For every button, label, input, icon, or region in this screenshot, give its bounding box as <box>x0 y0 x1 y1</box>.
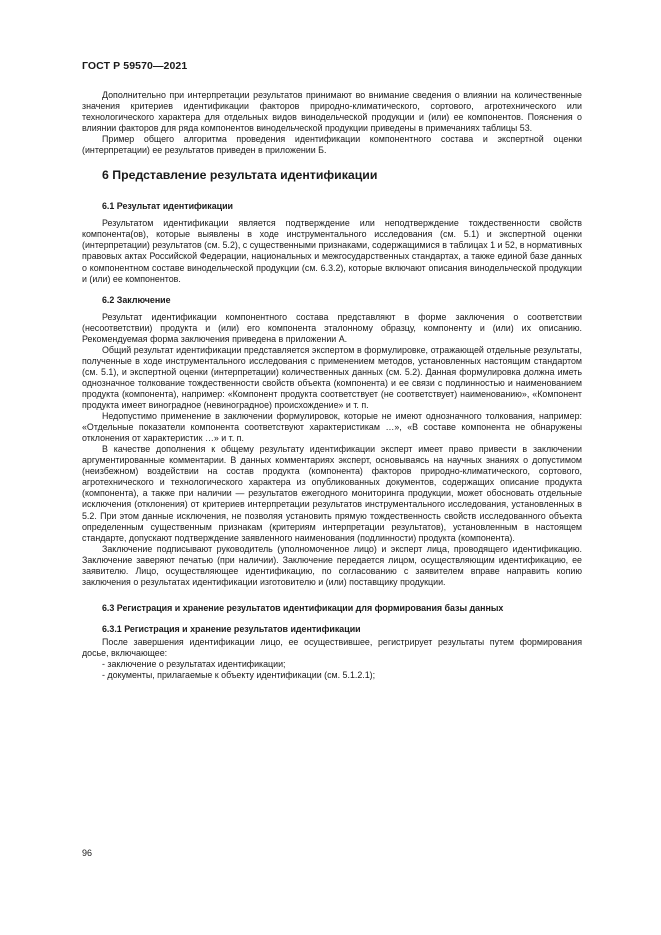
list-item: - заключение о результатах идентификации; <box>102 659 286 670</box>
paragraph: После завершения идентификации лицо, ее осуществившее, регистрирует результаты путем формирования досье, включающее: <box>82 636 582 658</box>
paragraph: Результат идентификации компонентного состава представляют в форме заключения о соответствии (несоответствии) продукта и (или) его компонента эталонному образцу, компоненту и (или) их описанию. Рекомендуемая форма заключения приведена в приложении А. <box>82 311 582 344</box>
page-number: 96 <box>82 848 93 858</box>
page-content <box>82 90 582 681</box>
paragraph: Дополнительно при интерпретации результатов принимают во внимание сведения о влиянии на количественные значения критериев идентификации факторов природно-климатического, сортового, агротехнического или технологического характера для отдельных видов винодельческой продукции и (или) ее компонентов. Пояснения о влиянии факторов для ряда компонентов винодельческой продукции приведены в примечаниях таблицы 53. <box>82 90 582 134</box>
subsection-6-1-title: 6.1 Результат идентификации <box>102 201 234 212</box>
paragraph: Общий результат идентификации представляется экспертом в формулировке, отражающей отдельные результаты, полученные в ходе инструментального исследования с применением методов, установленных настоящим стандартом (см. 5.1), и экспертной оценки (интерпретации) количественных данных (см. 5.2). Данная формулировка должна иметь однозначное толкование тождественности свойств объекта (компонента) и ее связи с подлинностью и наименованием продукта (компонента), например: «Компонент продукта соответствует (не соответствует) наименованию», «Компонент продукта имеет виноградное (невиноградное) происхождение» и т. п. <box>82 344 582 411</box>
paragraph: Результатом идентификации является подтверждение или неподтверждение тождественности свойств компонента(ов), которые выявлены в ходе инструментального исследования (см. 5.1) и экспертной оценки (интерпретации) результатов (см. 5.2), с существенными признаками, содержащимися в таблицах 1 и 52, в нормативных правовых актах Российской Федерации, национальных и межгосударственных стандартах, а также единой базе данных о компонентном составе винодельческой продукции (см. 6.3.2), которые включают описания винодельческой продукции и (или) ее компонентов. <box>82 218 583 284</box>
paragraph: В качестве дополнения к общему результату идентификации эксперт имеет право привести в заключении аргументированные комментарии. В данных комментариях эксперт, основываясь на научных знаниях о допустимом (неизбежном) воздействии на состав продукта (компонента) факторов природно-климатического, сортового, агротехнического и технологического характера из опубликованных документов, содержащих описание продукта (компонента), а также при наличии — результатов ежегодного мониторинга продукции, может обосновать отдельные исключения (отклонения) от критериев интерпретации результатов инструментального исследования, установленных в 5.2. При этом данные исключения, не позволяя установить прямую тождественность свойств исследованного объекта определенным существенным признакам (критериям интерпретации результатов), установленным в настоящем стандарте, допускают подтверждение заявленного наименования (подлинности) продукта (компонента). <box>82 444 582 543</box>
document-header-id: ГОСТ Р 59570—2021 <box>82 60 188 72</box>
list-item: - документы, прилагаемые к объекту идентификации (см. 5.1.2.1); <box>102 670 376 681</box>
paragraph: Пример общего алгоритма проведения идентификации компонентного состава и экспертной оценки (интерпретации) ее результатов приведен в приложении Б. <box>82 134 582 156</box>
subsection-6-2-title: 6.2 Заключение <box>102 294 171 305</box>
subsection-6-3-title: 6.3 Регистрация и хранение результатов идентификации для формирования базы данных <box>102 602 504 613</box>
paragraph: Заключение подписывают руководитель (уполномоченное лицо) и эксперт лица, проводящего идентификацию. Заключение заверяют печатью (при наличии). Заключение передается лицом, осуществляющим идентификацию, ее заявителю. Лицо, осуществляющее идентификацию, по согласованию с заявителем вправе направить копию заключения о результатах идентификации изготовителю и (или) поставщику продукции. <box>82 543 582 587</box>
subsection-6-3-1-title: 6.3.1 Регистрация и хранение результатов идентификации <box>102 623 361 634</box>
paragraph: Недопустимо применение в заключении формулировок, которые не имеют однозначного толкования, например: «Отдельные показатели компонента соответствуют характеристикам …», «В составе компонента не обнаружены отклонения от характеристик …» и т. п. <box>82 411 582 444</box>
section-6-title: 6 Представление результата идентификации <box>102 168 378 183</box>
